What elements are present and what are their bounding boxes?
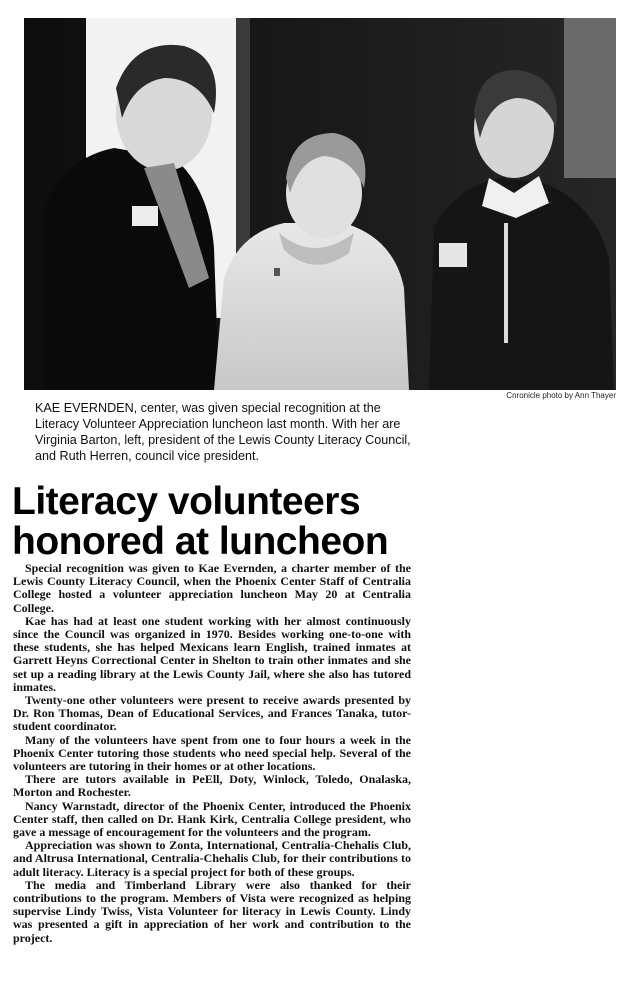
article-body xyxy=(13,562,411,945)
article-paragraph: Many of the volunteers have spent from one to four hours a week in the Phoenix Center tutoring those students who need special help. Several of the volunteers are tutoring in their homes or at other locations. xyxy=(13,732,411,774)
news-photo xyxy=(24,18,616,390)
article-paragraph: The media and Timberland Library were also thanked for their contributions to the program. Members of Vista were recognized as helping supervise Lindy Twiss, Vista Volunteer for literacy in Lewis County. Lindy was presented a gift in appreciation of her work and contribution to the project. xyxy=(13,877,411,945)
photo-illustration xyxy=(24,18,616,390)
photo-credit: Cnronicle photo by Ann Thayer xyxy=(506,391,616,400)
headline-line-1: Literacy volunteers xyxy=(12,480,361,523)
article-paragraph: Twenty-one other volunteers were present to receive awards presented by Dr. Ron Thomas, Dean of Educational Services, and Frances Tanaka, tutor-student coordinator. xyxy=(13,693,411,734)
article-paragraph: Special recognition was given to Kae Evernden, a charter member of the Lewis County Literacy Council, when the Phoenix Center Staff of Centralia College hosted a volunteer appreciation luncheon May 20 at Centralia College. xyxy=(13,561,411,615)
headline-line-2: honored at luncheon xyxy=(12,520,389,563)
article-paragraph: Appreciation was shown to Zonta, International, Centralia-Chehalis Club, and Altrusa International, Centralia-Chehalis Club, for their contributions to adult literacy. Literacy is a special project for both of these groups. xyxy=(13,838,411,879)
article-paragraph: Kae has had at least one student working with her almost continuously since the Council was organized in 1970. Besides working one-to-one with these students, she has helped Mexicans learn English, trained inmates at Garrett Heyns Correctional Center in Shelton to train other inmates and she set up a reading library at the Lewis County Jail, where she also has tutored inmates. xyxy=(13,613,411,694)
photo-caption: KAE EVERNDEN, center, was given special recognition at the Literacy Volunteer Appreciation luncheon last month. With her are Virginia Barton, left, president of the Lewis County Literacy Council, and Ruth Herren, council vice president. xyxy=(35,401,411,463)
headline xyxy=(12,482,422,562)
article-paragraph: There are tutors available in PeEll, Doty, Winlock, Toledo, Onalaska, Morton and Rochester. xyxy=(13,772,411,800)
article-paragraph: Nancy Warnstadt, director of the Phoenix Center, introduced the Phoenix Center staff, then called on Dr. Hank Kirk, Centralia College president, who gave a message of encouragement for the volunteers and the program. xyxy=(13,798,411,840)
